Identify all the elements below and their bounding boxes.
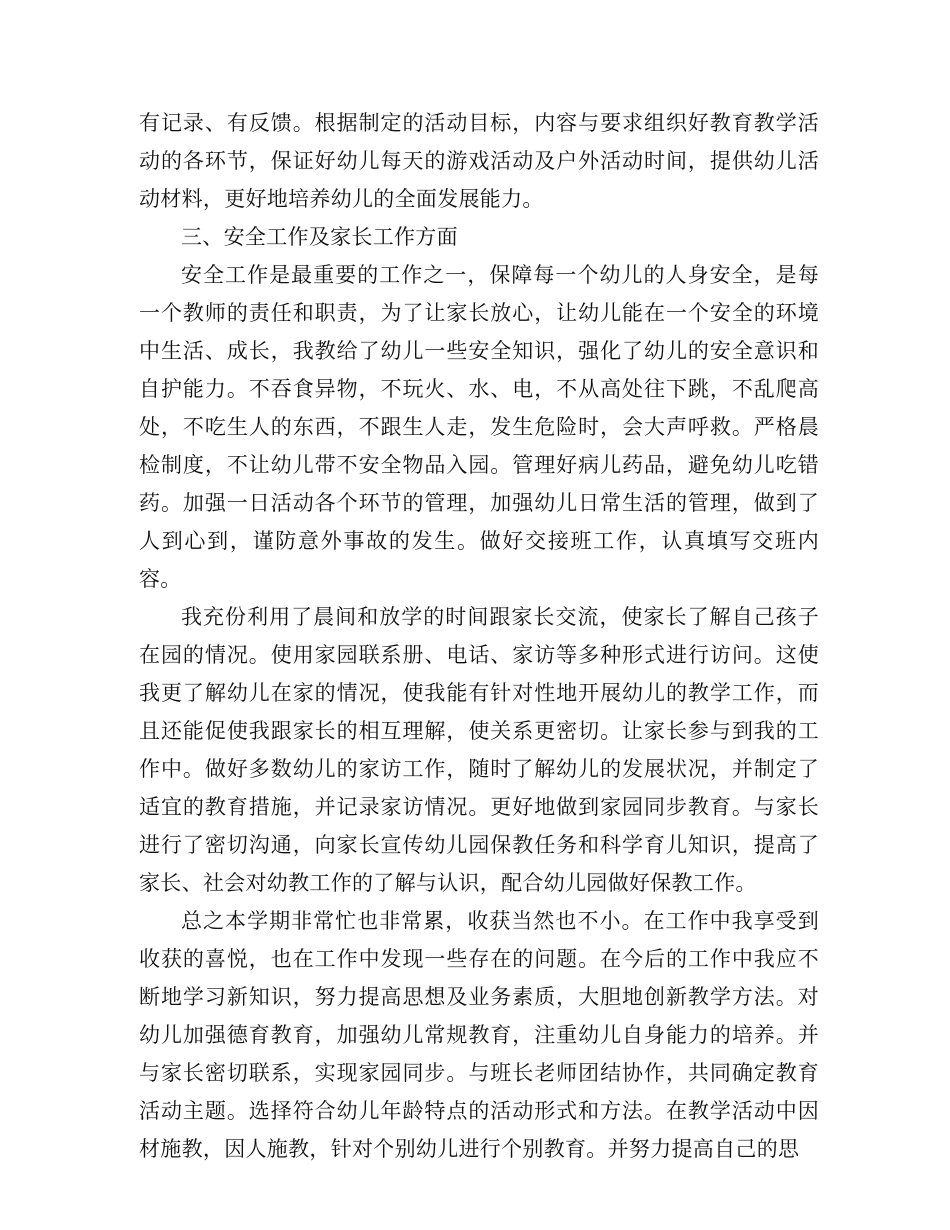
paragraph-continuation: 有记录、有反馈。根据制定的活动目标，内容与要求组织好教育教学活动的各环节，保证好幼儿每天的游戏活动及户外活动时间，提供幼儿活动材料，更好地培养幼儿的全面发展能力。 bbox=[139, 111, 819, 211]
section-heading-safety-and-parents: 三、安全工作及家长工作方面 bbox=[181, 225, 458, 249]
paragraph-parent-communication: 我充份利用了晨间和放学的时间跟家长交流，使家长了解自己孩子在园的情况。使用家园联系册、电话、家访等多种形式进行访问。这使我更了解幼儿在家的情况，使我能有针对性地开展幼儿的教学工作，而且还能促使我跟家长的相互理解，使关系更密切。让家长参与到我的工作中。做好多数幼儿的家访工作，随时了解幼儿的发展状况，并制定了适宜的教育措施，并记录家访情况。更好地做到家园同步教育。与家长进行了密切沟通，向家长宣传幼儿园保教任务和科学育儿知识，提高了家长、社会对幼教工作的了解与认识，配合幼儿园做好保教工作。 bbox=[139, 605, 819, 895]
paragraph-safety-work: 安全工作是最重要的工作之一，保障每一个幼儿的人身安全，是每一个教师的责任和职责，为了让家长放心，让幼儿能在一个安全的环境中生活、成长，我教给了幼儿一些安全知识，强化了幼儿的安全意识和自护能力。不吞食异物，不玩火、水、电，不从高处往下跳，不乱爬高处，不吃生人的东西，不跟生人走，发生危险时，会大声呼救。严格晨检制度，不让幼儿带不安全物品入园。管理好病儿药品，避免幼儿吃错药。加强一日活动各个环节的管理，加强幼儿日常生活的管理，做到了人到心到，谨防意外事故的发生。做好交接班工作，认真填写交班内容。 bbox=[139, 263, 819, 591]
paragraph-summary: 总之本学期非常忙也非常累，收获当然也不小。在工作中我享受到收获的喜悦，也在工作中发现一些存在的问题。在今后的工作中我应不断地学习新知识，努力提高思想及业务素质，大胆地创新教学方法。对幼儿加强德育教育，加强幼儿常规教育，注重幼儿自身能力的培养。并与家长密切联系，实现家园同步。与班长老师团结协作，共同确定教育活动主题。选择符合幼儿年龄特点的活动形式和方法。在教学活动中因材施教，因人施教，针对个别幼儿进行个别教育。并努力提高自己的思 bbox=[139, 909, 819, 1161]
document-body bbox=[139, 104, 819, 1168]
